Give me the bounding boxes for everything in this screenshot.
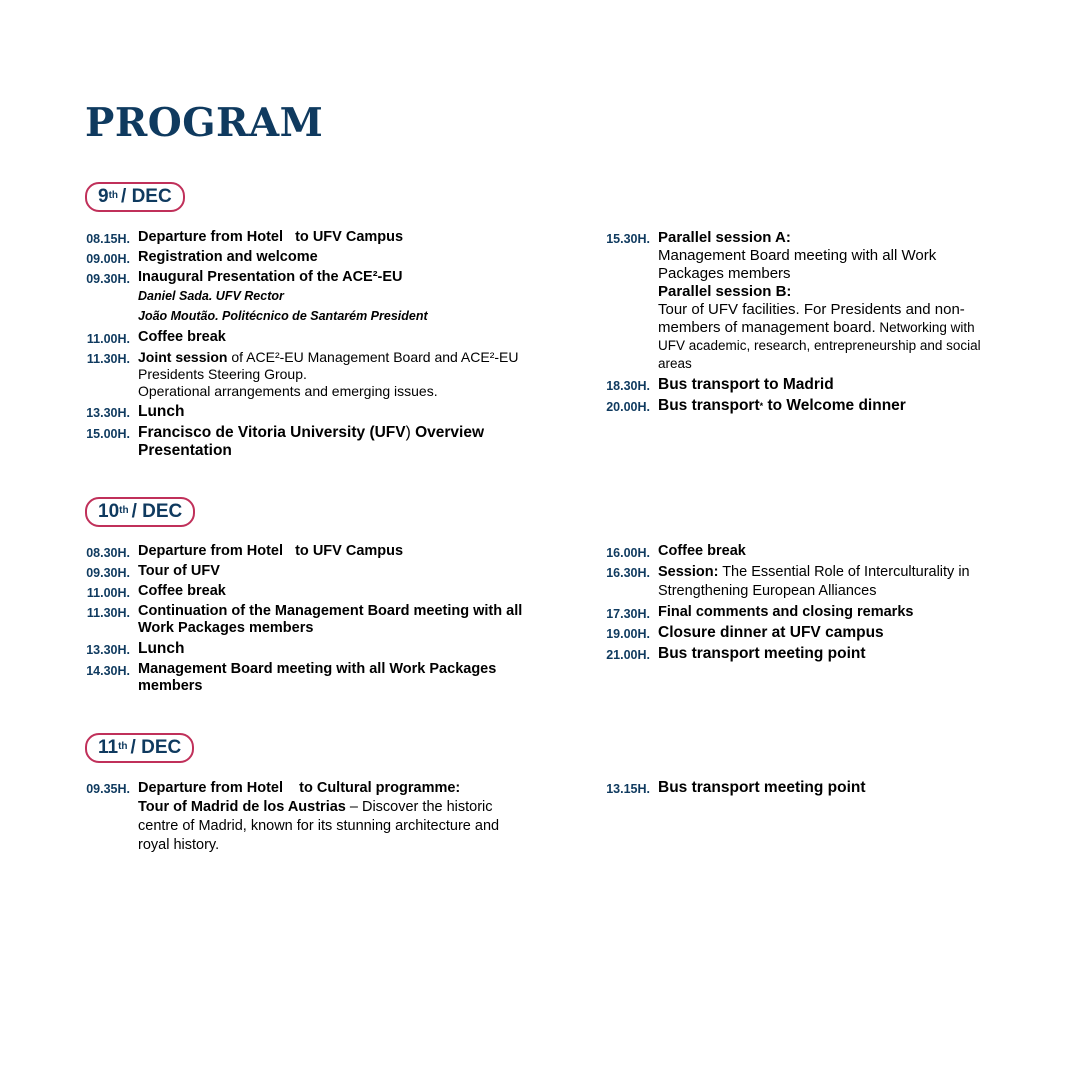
schedule-item: [80, 563, 530, 580]
schedule-item: [80, 269, 530, 326]
schedule-item: [80, 543, 530, 560]
day-number: 11: [98, 737, 119, 758]
session-heading: Parallel session A:: [658, 229, 791, 246]
day-month: / DEC: [121, 186, 172, 207]
day-number: 9: [98, 186, 109, 207]
item-time: 15.00H.: [86, 427, 130, 441]
item-time: 20.00H.: [606, 400, 650, 414]
item-bold: Tour of Madrid de los Austrias: [138, 799, 346, 815]
item-time: 09.00H.: [86, 252, 130, 266]
item-text: Coffee break: [658, 543, 746, 559]
item-time: 19.00H.: [606, 627, 650, 641]
item-text: Registration and welcome: [138, 249, 318, 265]
item-time: 13.30H.: [86, 406, 130, 420]
item-time: 08.30H.: [86, 546, 130, 560]
item-text: Departure from Hotel to UFV Campus: [138, 229, 404, 245]
day-11-right-column: [600, 779, 1000, 797]
day-badge-9-dec: [85, 182, 185, 212]
item-text: Bus transport to Madrid: [658, 376, 834, 393]
item-text: The Essential Role of Interculturality in Strengthening European Alliances: [658, 564, 970, 599]
item-text: to Welcome dinner: [763, 397, 906, 415]
day-11-left-column: [80, 779, 530, 855]
item-bold: Francisco de Vitoria University (UFV: [138, 424, 406, 441]
item-text: Bus transport meeting point: [658, 645, 866, 662]
item-text: Closure dinner at UFV campus: [658, 624, 884, 641]
schedule-item: [600, 604, 1000, 621]
item-text: Coffee break: [138, 583, 226, 599]
speaker-line: Daniel Sada. UFV Rector: [138, 289, 284, 303]
item-time: 09.35H.: [86, 782, 130, 796]
schedule-item: [80, 349, 530, 400]
item-time: 09.30H.: [86, 566, 130, 580]
day-9-left-column: [80, 229, 530, 460]
item-text: Final comments and closing remarks: [658, 604, 914, 620]
session-heading: Parallel session B:: [658, 283, 792, 300]
day-badge-10-dec: [85, 497, 195, 527]
day-suffix: th: [119, 504, 129, 516]
item-time: 11.00H.: [86, 586, 130, 600]
item-time: 11.30H.: [86, 606, 130, 620]
item-text: Lunch: [138, 640, 185, 657]
item-bold: Session:: [658, 564, 719, 580]
item-text: ): [405, 424, 411, 441]
schedule-item: [600, 376, 990, 394]
day-month: / DEC: [130, 737, 182, 758]
schedule-item: [80, 424, 530, 460]
item-text: Departure from Hotel to Cultural programme:: [138, 780, 461, 796]
session-text: Tour of UFV facilities. For Presidents and non-members of management board.: [658, 301, 965, 336]
schedule-item: [80, 583, 530, 600]
session-text: Management Board meeting with all Work Packages members: [658, 247, 937, 282]
schedule-item: [600, 624, 1000, 642]
session-text: Networking with UFV academic, research, entrepreneurship and social areas: [658, 320, 981, 371]
item-time: 11.00H.: [86, 332, 130, 346]
item-time: 16.30H.: [606, 566, 650, 580]
schedule-item: [600, 645, 1000, 663]
schedule-item: [600, 397, 990, 415]
item-text: Departure from Hotel to UFV Campus: [138, 543, 404, 559]
schedule-item: [80, 249, 530, 266]
item-time: 17.30H.: [606, 607, 650, 621]
day-10-right-column: [600, 543, 1000, 663]
schedule-item: [80, 229, 530, 246]
item-time: 14.30H.: [86, 664, 130, 678]
schedule-item: [80, 661, 530, 695]
day-9-right-column: [600, 229, 990, 415]
item-text: – Discover the historic centre of Madrid, known for its stunning architecture and royal history.: [138, 799, 500, 853]
day-badge-11-dec: [85, 733, 194, 763]
day-suffix: th: [108, 189, 119, 201]
day-month: / DEC: [131, 501, 183, 522]
item-text: Inaugural Presentation of the ACE²-EU: [138, 269, 403, 285]
schedule-item: [80, 329, 530, 346]
speaker-line: João Moutão. Politécnico de Santarém President: [138, 309, 428, 323]
item-subtext: Operational arrangements and emerging issues.: [138, 383, 438, 399]
schedule-item: [600, 543, 1000, 560]
item-time: 16.00H.: [606, 546, 650, 560]
item-bold: Overview Presentation: [138, 424, 485, 459]
item-time: 08.15H.: [86, 232, 130, 246]
day-10-left-column: [80, 543, 530, 695]
schedule-item: [600, 563, 1000, 601]
item-text: Continuation of the Management Board meeting with all Work Packages members: [138, 603, 523, 636]
item-text: Coffee break: [138, 329, 226, 345]
schedule-item: [80, 779, 530, 855]
schedule-item: [600, 779, 1000, 797]
schedule-item: [80, 640, 530, 658]
item-time: 13.30H.: [86, 643, 130, 657]
day-suffix: th: [118, 740, 128, 752]
item-time: 13.15H.: [606, 782, 650, 796]
item-time: 11.30H.: [86, 352, 130, 366]
item-time: 21.00H.: [606, 648, 650, 662]
footnote-mark: *: [759, 401, 764, 411]
schedule-item: [600, 229, 990, 373]
schedule-item: [80, 603, 530, 637]
item-text: Management Board meeting with all Work Packages members: [138, 661, 497, 694]
schedule-item: [80, 403, 530, 421]
item-time: 09.30H.: [86, 272, 130, 286]
day-number: 10: [98, 501, 120, 522]
item-text: Bus transport meeting point: [658, 779, 866, 796]
page-title: PROGRAM: [85, 100, 324, 146]
item-text: Tour of UFV: [138, 563, 220, 579]
item-text: Lunch: [138, 403, 185, 420]
item-time: 15.30H.: [606, 232, 650, 246]
item-time: 18.30H.: [606, 379, 650, 393]
item-text: of ACE²-EU Management Board and ACE²-EU Presidents Steering Group.: [138, 349, 519, 382]
item-text: Bus transport: [658, 397, 760, 415]
item-bold: Joint session: [138, 349, 228, 365]
